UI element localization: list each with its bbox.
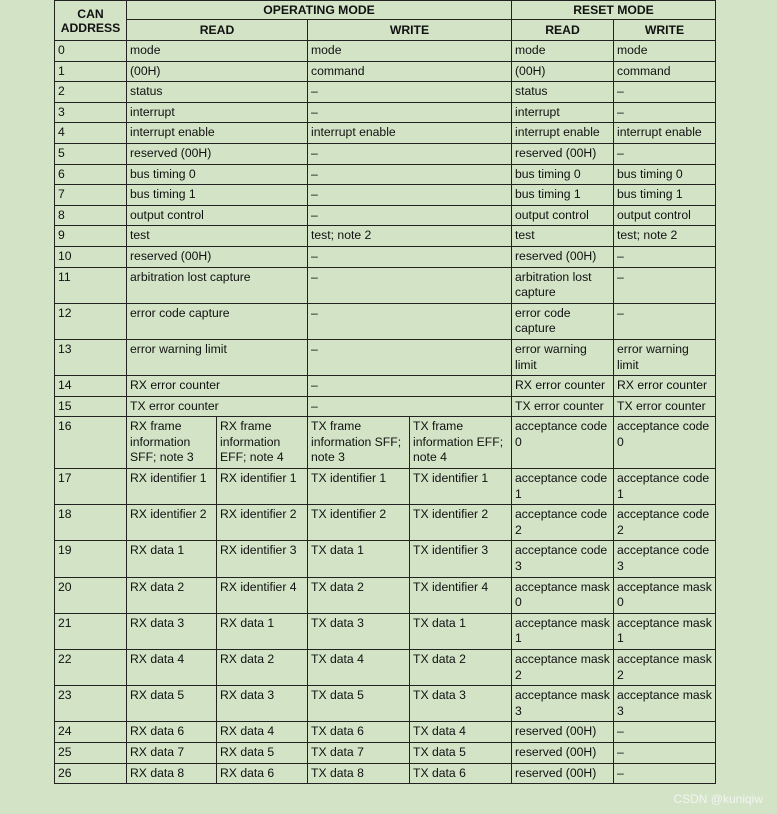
reset-write-cell: TX error counter xyxy=(614,396,716,417)
header-reset-mode: RESET MODE xyxy=(512,1,716,20)
op-read-sff-cell: RX data 3 xyxy=(127,613,217,649)
can-register-table xyxy=(54,0,716,784)
reset-read-cell: error warning limit xyxy=(512,339,614,375)
address-cell: 15 xyxy=(55,396,127,417)
reset-read-cell: reserved (00H) xyxy=(512,763,614,784)
reset-write-cell: acceptance code 2 xyxy=(614,505,716,541)
op-read-cell: reserved (00H) xyxy=(127,246,308,267)
reset-read-cell: reserved (00H) xyxy=(512,246,614,267)
reset-read-cell: reserved (00H) xyxy=(512,742,614,763)
op-write-sff-cell: TX data 3 xyxy=(308,613,410,649)
address-cell: 17 xyxy=(55,469,127,505)
reset-read-cell: acceptance mask 2 xyxy=(512,650,614,686)
op-read-cell: arbitration lost capture xyxy=(127,267,308,303)
op-write-cell: – xyxy=(308,205,512,226)
reset-write-cell: – xyxy=(614,763,716,784)
watermark: CSDN @kuniqiw xyxy=(673,792,763,806)
reset-write-cell: – xyxy=(614,82,716,103)
op-read-cell: test xyxy=(127,226,308,247)
table-row xyxy=(55,102,716,123)
reset-write-cell: bus timing 0 xyxy=(614,164,716,185)
op-read-cell: bus timing 1 xyxy=(127,185,308,206)
header-can-address: CAN ADDRESS xyxy=(55,1,127,41)
address-cell: 19 xyxy=(55,541,127,577)
op-write-eff-cell: TX data 1 xyxy=(410,613,512,649)
address-cell: 7 xyxy=(55,185,127,206)
table-row xyxy=(55,686,716,722)
op-read-eff-cell: RX frame information EFF; note 4 xyxy=(217,417,308,469)
reset-write-cell: acceptance mask 2 xyxy=(614,650,716,686)
op-write-sff-cell: TX data 5 xyxy=(308,686,410,722)
op-write-cell: – xyxy=(308,82,512,103)
address-cell: 18 xyxy=(55,505,127,541)
op-read-eff-cell: RX identifier 3 xyxy=(217,541,308,577)
address-cell: 20 xyxy=(55,577,127,613)
address-cell: 1 xyxy=(55,61,127,82)
table-row xyxy=(55,469,716,505)
table-row xyxy=(55,143,716,164)
op-write-sff-cell: TX data 7 xyxy=(308,742,410,763)
address-cell: 2 xyxy=(55,82,127,103)
op-read-sff-cell: RX data 7 xyxy=(127,742,217,763)
op-read-eff-cell: RX data 3 xyxy=(217,686,308,722)
table-row xyxy=(55,650,716,686)
op-write-cell: mode xyxy=(308,41,512,62)
reset-write-cell: – xyxy=(614,303,716,339)
op-read-eff-cell: RX data 6 xyxy=(217,763,308,784)
reset-read-cell: acceptance code 2 xyxy=(512,505,614,541)
reset-write-cell: command xyxy=(614,61,716,82)
reset-read-cell: reserved (00H) xyxy=(512,143,614,164)
table-row xyxy=(55,613,716,649)
header-op-write: WRITE xyxy=(308,20,512,41)
op-read-sff-cell: RX data 8 xyxy=(127,763,217,784)
op-write-cell: – xyxy=(308,396,512,417)
reset-write-cell: acceptance mask 3 xyxy=(614,686,716,722)
op-read-eff-cell: RX identifier 1 xyxy=(217,469,308,505)
op-write-eff-cell: TX data 5 xyxy=(410,742,512,763)
address-cell: 11 xyxy=(55,267,127,303)
reset-read-cell: acceptance mask 0 xyxy=(512,577,614,613)
reset-read-cell: bus timing 1 xyxy=(512,185,614,206)
reset-read-cell: reserved (00H) xyxy=(512,722,614,743)
op-read-sff-cell: RX identifier 1 xyxy=(127,469,217,505)
reset-write-cell: – xyxy=(614,143,716,164)
reset-write-cell: acceptance code 3 xyxy=(614,541,716,577)
op-read-cell: error code capture xyxy=(127,303,308,339)
reset-write-cell: acceptance mask 0 xyxy=(614,577,716,613)
op-write-sff-cell: TX data 1 xyxy=(308,541,410,577)
reset-read-cell: acceptance code 1 xyxy=(512,469,614,505)
op-write-sff-cell: TX frame information SFF; note 3 xyxy=(308,417,410,469)
reset-write-cell: test; note 2 xyxy=(614,226,716,247)
reset-read-cell: mode xyxy=(512,41,614,62)
reset-write-cell: – xyxy=(614,742,716,763)
reset-read-cell: bus timing 0 xyxy=(512,164,614,185)
op-read-sff-cell: RX data 6 xyxy=(127,722,217,743)
table-row xyxy=(55,417,716,469)
op-read-eff-cell: RX identifier 2 xyxy=(217,505,308,541)
table-row xyxy=(55,541,716,577)
op-read-cell: bus timing 0 xyxy=(127,164,308,185)
op-read-eff-cell: RX data 5 xyxy=(217,742,308,763)
header-operating-mode: OPERATING MODE xyxy=(127,1,512,20)
reset-read-cell: (00H) xyxy=(512,61,614,82)
op-read-sff-cell: RX frame information SFF; note 3 xyxy=(127,417,217,469)
op-write-eff-cell: TX data 6 xyxy=(410,763,512,784)
reset-write-cell: – xyxy=(614,102,716,123)
table-row xyxy=(55,164,716,185)
op-write-cell: – xyxy=(308,376,512,397)
reset-write-cell: error warning limit xyxy=(614,339,716,375)
address-cell: 26 xyxy=(55,763,127,784)
op-write-sff-cell: TX data 4 xyxy=(308,650,410,686)
address-cell: 25 xyxy=(55,742,127,763)
register-rows xyxy=(55,41,716,784)
table-row xyxy=(55,61,716,82)
table-row xyxy=(55,742,716,763)
op-write-cell: – xyxy=(308,164,512,185)
op-read-eff-cell: RX data 1 xyxy=(217,613,308,649)
table-row xyxy=(55,41,716,62)
op-read-cell: interrupt xyxy=(127,102,308,123)
reset-read-cell: RX error counter xyxy=(512,376,614,397)
reset-write-cell: acceptance code 0 xyxy=(614,417,716,469)
op-read-cell: output control xyxy=(127,205,308,226)
op-read-cell: mode xyxy=(127,41,308,62)
op-write-cell: – xyxy=(308,185,512,206)
table-row xyxy=(55,82,716,103)
address-cell: 21 xyxy=(55,613,127,649)
reset-write-cell: output control xyxy=(614,205,716,226)
address-cell: 22 xyxy=(55,650,127,686)
reset-write-cell: mode xyxy=(614,41,716,62)
op-read-cell: status xyxy=(127,82,308,103)
address-cell: 10 xyxy=(55,246,127,267)
address-cell: 8 xyxy=(55,205,127,226)
op-write-eff-cell: TX identifier 3 xyxy=(410,541,512,577)
address-cell: 13 xyxy=(55,339,127,375)
op-write-eff-cell: TX data 2 xyxy=(410,650,512,686)
address-cell: 0 xyxy=(55,41,127,62)
reset-read-cell: acceptance mask 3 xyxy=(512,686,614,722)
table-row xyxy=(55,205,716,226)
address-cell: 16 xyxy=(55,417,127,469)
reset-write-cell: – xyxy=(614,722,716,743)
reset-read-cell: interrupt xyxy=(512,102,614,123)
op-read-cell: error warning limit xyxy=(127,339,308,375)
table-row xyxy=(55,246,716,267)
op-write-sff-cell: TX data 6 xyxy=(308,722,410,743)
reset-read-cell: status xyxy=(512,82,614,103)
reset-write-cell: – xyxy=(614,267,716,303)
reset-read-cell: interrupt enable xyxy=(512,123,614,144)
op-write-eff-cell: TX frame information EFF; note 4 xyxy=(410,417,512,469)
table-row xyxy=(55,577,716,613)
reset-read-cell: acceptance code 3 xyxy=(512,541,614,577)
address-cell: 12 xyxy=(55,303,127,339)
reset-write-cell: – xyxy=(614,246,716,267)
table-row xyxy=(55,763,716,784)
address-cell: 23 xyxy=(55,686,127,722)
op-read-eff-cell: RX data 2 xyxy=(217,650,308,686)
op-write-sff-cell: TX data 2 xyxy=(308,577,410,613)
op-read-sff-cell: RX data 5 xyxy=(127,686,217,722)
op-write-eff-cell: TX identifier 2 xyxy=(410,505,512,541)
op-write-cell: – xyxy=(308,102,512,123)
op-read-eff-cell: RX data 4 xyxy=(217,722,308,743)
op-read-cell: RX error counter xyxy=(127,376,308,397)
address-cell: 4 xyxy=(55,123,127,144)
op-read-eff-cell: RX identifier 4 xyxy=(217,577,308,613)
reset-read-cell: test xyxy=(512,226,614,247)
op-read-sff-cell: RX data 1 xyxy=(127,541,217,577)
address-cell: 9 xyxy=(55,226,127,247)
reset-write-cell: acceptance mask 1 xyxy=(614,613,716,649)
header-op-read: READ xyxy=(127,20,308,41)
table-row xyxy=(55,505,716,541)
table-row xyxy=(55,303,716,339)
table-row xyxy=(55,339,716,375)
address-cell: 14 xyxy=(55,376,127,397)
op-write-cell: interrupt enable xyxy=(308,123,512,144)
op-read-sff-cell: RX identifier 2 xyxy=(127,505,217,541)
table-row xyxy=(55,267,716,303)
reset-write-cell: acceptance code 1 xyxy=(614,469,716,505)
reset-write-cell: bus timing 1 xyxy=(614,185,716,206)
reset-read-cell: acceptance mask 1 xyxy=(512,613,614,649)
reset-write-cell: RX error counter xyxy=(614,376,716,397)
op-write-cell: command xyxy=(308,61,512,82)
table-row xyxy=(55,185,716,206)
op-read-cell: TX error counter xyxy=(127,396,308,417)
header-reset-read: READ xyxy=(512,20,614,41)
table-row xyxy=(55,722,716,743)
op-write-eff-cell: TX identifier 1 xyxy=(410,469,512,505)
op-write-eff-cell: TX data 3 xyxy=(410,686,512,722)
table-row xyxy=(55,376,716,397)
op-write-sff-cell: TX identifier 2 xyxy=(308,505,410,541)
op-write-cell: – xyxy=(308,303,512,339)
op-read-sff-cell: RX data 4 xyxy=(127,650,217,686)
address-cell: 3 xyxy=(55,102,127,123)
op-read-cell: interrupt enable xyxy=(127,123,308,144)
reset-read-cell: TX error counter xyxy=(512,396,614,417)
address-cell: 5 xyxy=(55,143,127,164)
op-write-cell: – xyxy=(308,267,512,303)
op-write-cell: test; note 2 xyxy=(308,226,512,247)
address-cell: 24 xyxy=(55,722,127,743)
table-row xyxy=(55,396,716,417)
op-read-cell: (00H) xyxy=(127,61,308,82)
op-read-cell: reserved (00H) xyxy=(127,143,308,164)
header-reset-write: WRITE xyxy=(614,20,716,41)
address-cell: 6 xyxy=(55,164,127,185)
op-write-cell: – xyxy=(308,246,512,267)
table-row xyxy=(55,123,716,144)
reset-read-cell: acceptance code 0 xyxy=(512,417,614,469)
reset-read-cell: arbitration lost capture xyxy=(512,267,614,303)
op-write-sff-cell: TX identifier 1 xyxy=(308,469,410,505)
op-read-sff-cell: RX data 2 xyxy=(127,577,217,613)
op-write-eff-cell: TX identifier 4 xyxy=(410,577,512,613)
table-row xyxy=(55,226,716,247)
reset-read-cell: error code capture xyxy=(512,303,614,339)
reset-read-cell: output control xyxy=(512,205,614,226)
op-write-sff-cell: TX data 8 xyxy=(308,763,410,784)
op-write-eff-cell: TX data 4 xyxy=(410,722,512,743)
op-write-cell: – xyxy=(308,339,512,375)
reset-write-cell: interrupt enable xyxy=(614,123,716,144)
op-write-cell: – xyxy=(308,143,512,164)
